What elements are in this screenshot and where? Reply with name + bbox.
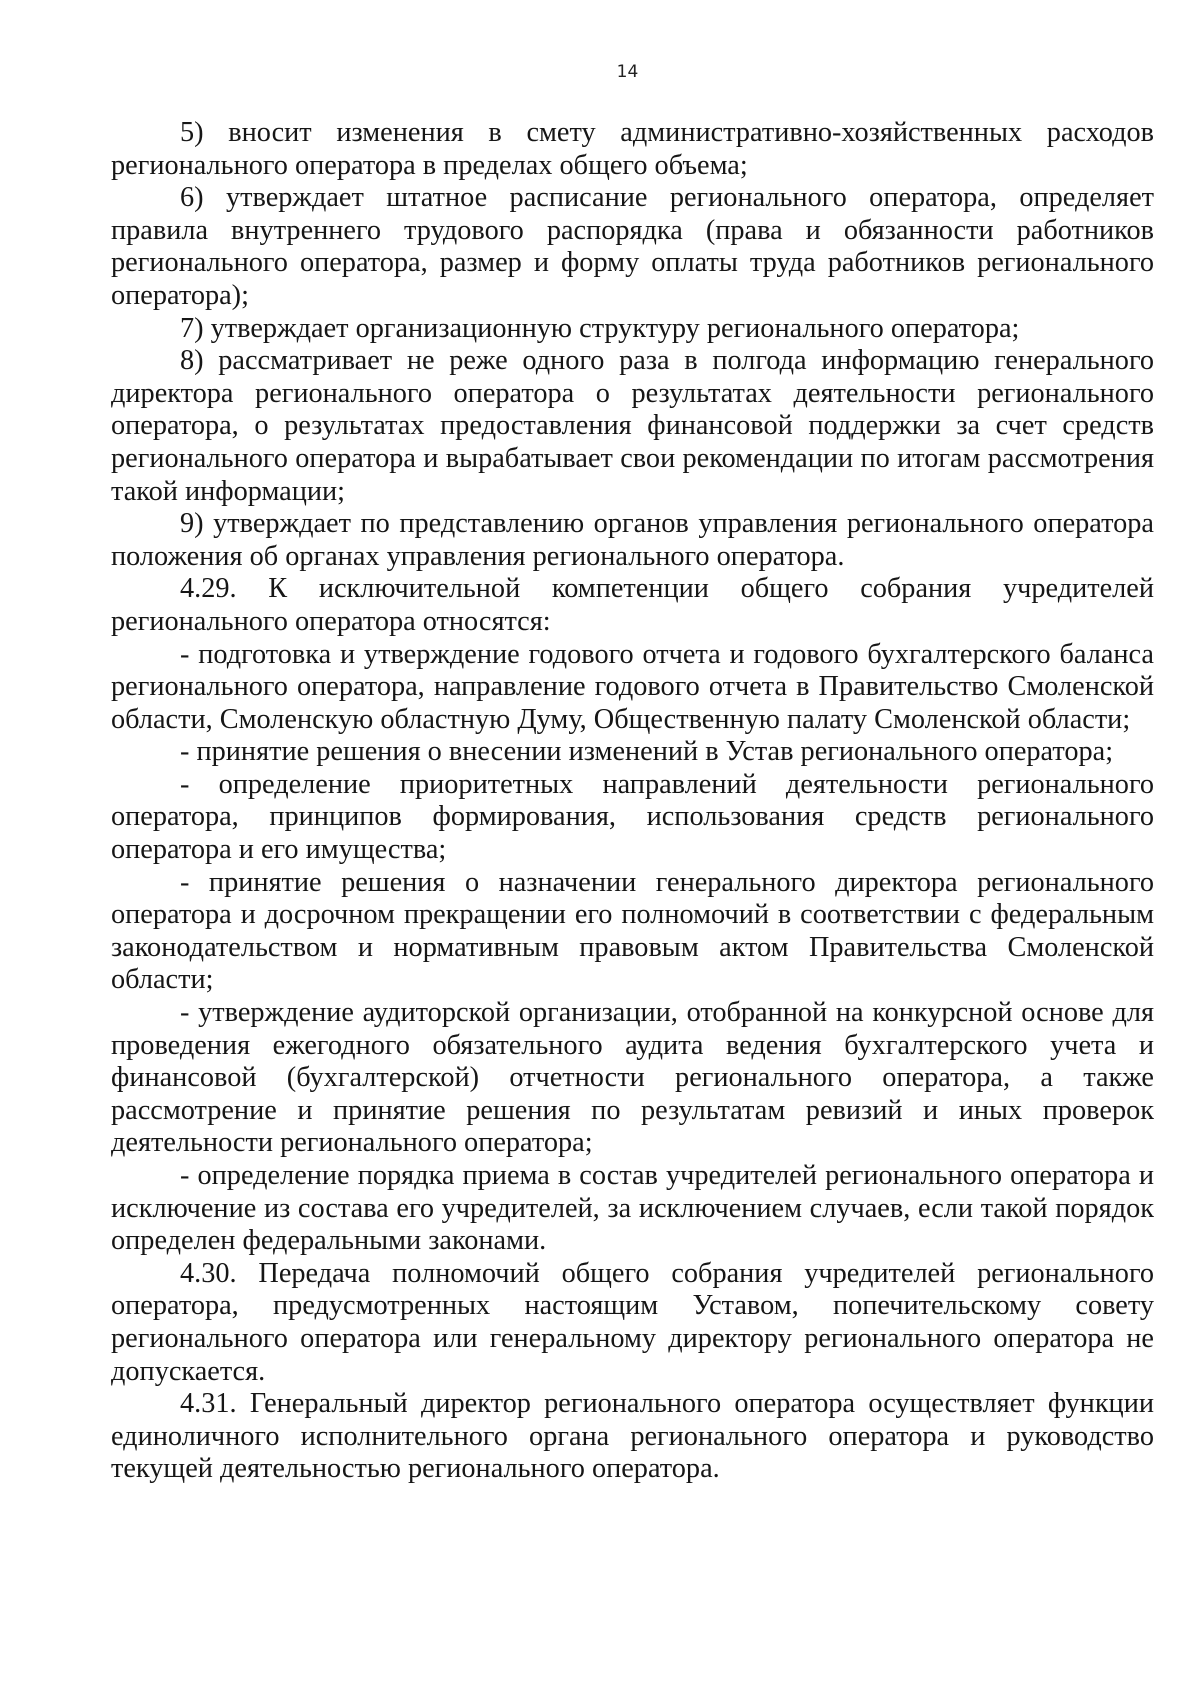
document-body — [111, 117, 1154, 1486]
paragraph-item-7: 7) утверждает организационную структуру регионального оператора; — [180, 312, 1020, 344]
competence-item-audit: - утверждение аудиторской организации, отобранной на конкурсной основе для проведения ежегодного обязательного аудита ведения бухгалтерского учета и финансовой (бухгалтерской) отчетности регионального оператора, а также рассмотрение и принятие решения по результатам ревизий и иных проверок деятельности регионального оператора; — [111, 997, 1154, 1159]
competence-item-priorities: - определение приоритетных направлений деятельности регионального оператора, принципов формирования, использования средств регионального оператора и его имущества; — [111, 768, 1154, 866]
clause-4-29: 4.29. К исключительной компетенции общего собрания учредителей регионального оператора относятся: — [111, 573, 1154, 637]
clause-4-30: 4.30. Передача полномочий общего собрания учредителей регионального оператора, предусмотренных настоящим Уставом, попечительскому совету регионального оператора или генеральному директору регионального оператора не допускается. — [111, 1257, 1154, 1387]
competence-item-founders: - определение порядка приема в состав учредителей регионального оператора и исключение из состава его учредителей, за исключением случаев, если такой порядок определен федеральными законами. — [111, 1160, 1154, 1257]
competence-item-director-appointment: - принятие решения о назначении генерального директора регионального оператора и досрочном прекращении его полномочий в соответствии с федеральным законодательством и нормативным правовым актом Правительства Смоленской области; — [111, 866, 1154, 996]
paragraph-item-6: 6) утверждает штатное расписание регионального оператора, определяет правила внутреннего трудового распорядка (права и обязанности работников регионального оператора, размер и форму оплаты труда работников регионального оператора); — [111, 182, 1154, 311]
paragraph-item-9: 9) утверждает по представлению органов управления регионального оператора положения об органах управления регионального оператора. — [111, 508, 1154, 572]
clause-4-31: 4.31. Генеральный директор регионального оператора осуществляет функции единоличного исполнительного органа регионального оператора и руководство текущей деятельностью регионального оператора. — [111, 1388, 1154, 1485]
competence-item-charter-changes: - принятие решения о внесении изменений в Устав регионального оператора; — [180, 736, 1114, 768]
competence-item-annual-report: - подготовка и утверждение годового отчета и годового бухгалтерского баланса регионального оператора, направление годового отчета в Правительство Смоленской области, Смоленскую областную Думу, Общественную палату Смоленской области; — [111, 638, 1154, 735]
paragraph-item-5: 5) вносит изменения в смету административно-хозяйственных расходов регионального оператора в пределах общего объема; — [111, 117, 1154, 181]
paragraph-item-8: 8) рассматривает не реже одного раза в полгода информацию генерального директора регионального оператора о результатах деятельности регионального оператора, о результатах предоставления финансовой поддержки за счет средств регионального оператора и вырабатывает свои рекомендации по итогам рассмотрения такой информации; — [111, 345, 1154, 507]
page-number: 14 — [616, 62, 639, 82]
